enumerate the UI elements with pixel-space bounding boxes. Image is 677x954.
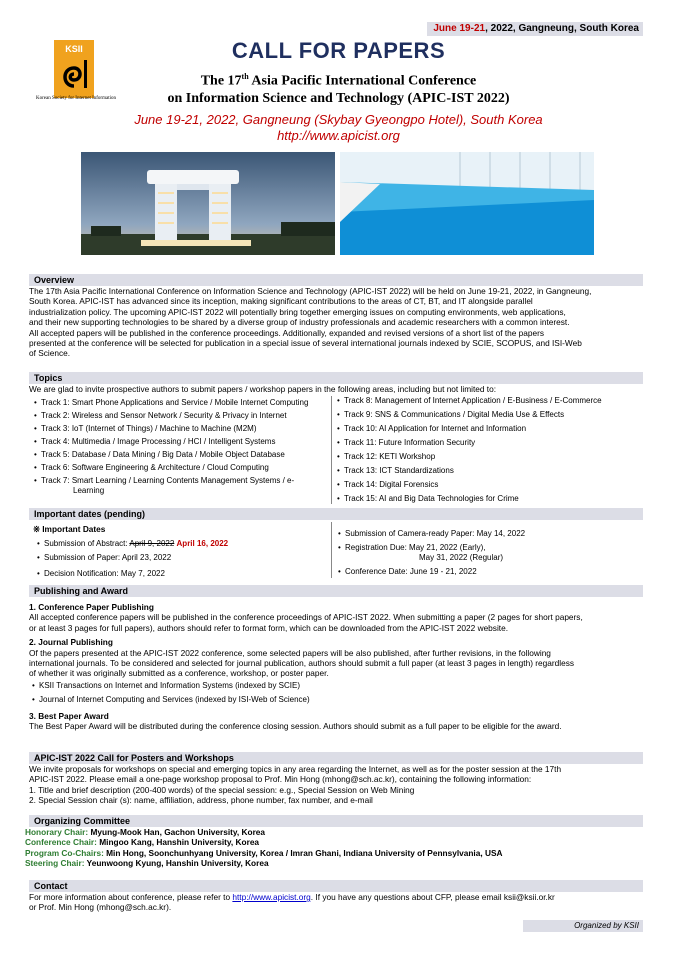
- contact-text: For more information about conference, please refer to http://www.apicist.org. If you have any questions about CFP, please email ksii@ksii.or.kr or Prof. Min Hong (mhong@sch.ac.kr).: [29, 892, 643, 913]
- banner-dates: June 19-21: [433, 23, 486, 34]
- track-item: • Track 9: SNS & Communications / Digital Media Use & Effects: [344, 410, 642, 420]
- overview-line: industrialization policy. The upcoming APIC-IST 2022 will potentially bring together emerging issues on computing environments, web applications,: [29, 306, 566, 317]
- track-item: • Track 12: KETI Workshop: [344, 452, 642, 462]
- track-item: • Track 10: AI Application for Internet and Information: [344, 424, 642, 434]
- posters-line: We invite proposals for workshops on special and emerging topics in any area regarding the Internet, as well as for the poster session at the 17th: [29, 764, 562, 774]
- venue-text: June 19-21, 2022, Gangneung (Skybay Gyeongpo Hotel), South Korea: [134, 112, 543, 127]
- track-item: • Track 4: Multimedia / Image Processing / HCI / Intelligent Systems: [41, 437, 329, 447]
- abstract-old-date: April 9, 2022: [129, 539, 175, 548]
- posters-line: APIC-IST 2022. Please email a one-page workshop proposal to Prof. Min Hong (mhong@sch.ac.kr), containing the following information:: [29, 774, 532, 785]
- dates-divider: [331, 522, 332, 578]
- abstract-new-date: April 16, 2022: [176, 539, 229, 548]
- committee-row: Conference Chair: Mingoo Kang, Hanshin University, Korea: [25, 837, 260, 848]
- conference-date: • Conference Date: June 19 - 21, 2022: [345, 567, 641, 577]
- p1-line: or at least 3 pages for full papers), authors should refer to format form, which can be downloaded from the APIC-IST 2022 website.: [29, 622, 509, 633]
- dates-heading: Important dates (pending): [29, 508, 643, 520]
- overview-heading: Overview: [29, 274, 643, 286]
- registration-date: • Registration Due: May 21, 2022 (Early),: [345, 543, 641, 553]
- overview-line: South Korea. APIC-IST has advanced since its inception, making significant contributions to the areas of CT, BT, and IT alongside parallel: [29, 296, 533, 307]
- title-pre: The 17: [200, 73, 242, 89]
- journal-item: • KSII Transactions on Internet and Information Systems (indexed by SCIE): [39, 681, 643, 691]
- posters-line: 2. Special Session chair (s): name, affiliation, address, phone number, fax number, and e-mail: [29, 795, 373, 806]
- track-item: • Track 1: Smart Phone Applications and Service / Mobile Internet Computing: [41, 398, 329, 408]
- p3-line: The Best Paper Award will be distributed during the conference closing session. Authors should submit as a full paper to be eligible for the award.: [29, 721, 562, 732]
- registration-date-2: May 31, 2022 (Regular): [419, 553, 504, 562]
- dates-subheading: ※ Important Dates: [33, 524, 106, 534]
- organized-by-footer: Organized by KSII: [523, 920, 643, 932]
- overview-line: The 17th Asia Pacific International Conference on Information Science and Technology (APIC-IST 2022) will be held on June 19-21, 2022, in Gangneung,: [29, 286, 592, 296]
- track-item: • Track 8: Management of Internet Application / E-Business / E-Commerce: [344, 396, 642, 406]
- dates-left-list: [44, 539, 328, 579]
- track-item: • Track 6: Software Engineering & Architecture / Cloud Computing: [41, 463, 329, 473]
- notification-date: • Decision Notification: May 7, 2022: [44, 569, 328, 579]
- track-item: • Track 15: AI and Big Data Technologies for Crime: [344, 494, 642, 504]
- p1-line: All accepted conference papers will be published in the conference proceedings of APIC-IST 2022. When submitting a paper (2 pages for short papers,: [29, 612, 583, 623]
- p2-line: Of the papers presented at the APIC-IST 2022 conference, some selected papers will be also published, after further revisions, in the following: [29, 647, 551, 658]
- top-date-banner: [427, 22, 643, 36]
- posters-line: 1. Title and brief description (200-400 words) of the special session: e.g., Special Session on Web Mining: [29, 784, 415, 795]
- abstract-date: • Submission of Abstract: April 9, 2022 April 16, 2022: [44, 539, 328, 549]
- journal-item: • Journal of Internet Computing and Services (indexed by ISI-Web of Science): [39, 695, 643, 705]
- track-item: • Track 5: Database / Data Mining / Big Data / Mobile Object Database: [41, 450, 329, 460]
- committee-row: Program Co-Chairs: Min Hong, Soonchunhyang University, Korea / Imran Ghani, Indiana University of Pennsylvania, USA: [25, 847, 503, 858]
- pool-photo: [340, 152, 594, 255]
- contact-heading: Contact: [29, 880, 643, 892]
- conference-url[interactable]: http://www.apicist.org: [277, 128, 400, 143]
- committee-row: Honorary Chair: Myung-Mook Han, Gachon University, Korea: [25, 827, 266, 837]
- track-item-cont: Learning: [73, 486, 105, 495]
- posters-text: [29, 764, 643, 806]
- topics-divider: [331, 396, 332, 504]
- dates-right-list: [345, 529, 641, 577]
- overview-text: [29, 286, 643, 359]
- call-for-papers-title: CALL FOR PAPERS: [231, 38, 446, 63]
- posters-heading: APIC-IST 2022 Call for Posters and Workshops: [29, 752, 643, 764]
- contact-link[interactable]: http://www.apicist.org: [232, 892, 311, 902]
- committee-list: [25, 827, 643, 869]
- hotel-photo: [81, 152, 335, 255]
- overview-line: of Science.: [29, 348, 71, 359]
- p2-line: of whether it was originally submitted as a conference, workshop, or poster paper.: [29, 668, 329, 679]
- topics-intro: We are glad to invite prospective authors to submit papers / workshop papers in the following areas, including but not limited to:: [29, 384, 497, 394]
- p3-title: 3. Best Paper Award: [29, 710, 109, 721]
- topics-heading: Topics: [29, 372, 643, 384]
- paper-date: • Submission of Paper: April 23, 2022: [44, 553, 328, 563]
- track-item: • Track 11: Future Information Security: [344, 438, 642, 448]
- track-item: • Track 2: Wireless and Sensor Network / Security & Privacy in Internet: [41, 411, 329, 421]
- track-item: • Track 13: ICT Standardizations: [344, 466, 642, 476]
- banner-location: , 2022, Gangneung, South Korea: [485, 23, 639, 34]
- committee-heading: Organizing Committee: [29, 815, 643, 827]
- contact-line2: or Prof. Min Hong (mhong@sch.ac.kr).: [29, 902, 172, 913]
- topics-right-list: [344, 396, 642, 504]
- track-item: • Track 14: Digital Forensics: [344, 480, 642, 490]
- track-item: • Track 3: IoT (Internet of Things) / Machine to Machine (M2M): [41, 424, 329, 434]
- logo-subtitle: Korean Society for Internet Information: [36, 96, 116, 101]
- p2-line: international journals. To be considered and selected for journal publication, authors should submit a full paper (at least 3 pages in length) regardless: [29, 658, 575, 669]
- committee-row: Steering Chair: Yeunwoong Kyung, Hanshin University, Korea: [25, 858, 269, 869]
- track-item: • Track 7: Smart Learning / Learning Contents Management Systems / e-: [41, 476, 329, 486]
- title-sup: th: [241, 72, 249, 81]
- publishing-heading: Publishing and Award: [29, 585, 643, 597]
- conference-title: [0, 68, 677, 107]
- publishing-section: [29, 602, 643, 732]
- p2-title: 2. Journal Publishing: [29, 637, 113, 648]
- title-line2: on Information Science and Technology (APIC-IST 2022): [167, 90, 510, 106]
- logo-text: KSII: [65, 44, 83, 54]
- topics-left-list: [41, 398, 329, 496]
- overview-line: All accepted papers will be published in the conference proceedings. Additionally, expanded and revised versions of a short list of the papers: [29, 327, 545, 338]
- title-line1: Asia Pacific International Conference: [248, 73, 477, 89]
- overview-line: presented at the conference will be selected for publication in a special issue of several international journals indexed by SCIE, SCOPUS, and ISI-Web: [29, 338, 582, 349]
- camera-ready-date: • Submission of Camera-ready Paper: May 14, 2022: [345, 529, 641, 539]
- p1-title: 1. Conference Paper Publishing: [29, 602, 154, 612]
- overview-line: and their new supporting technologies to be shared by a diverse group of industry professionals and academic researchers with a common interest.: [29, 317, 570, 328]
- venue-block: [0, 112, 677, 144]
